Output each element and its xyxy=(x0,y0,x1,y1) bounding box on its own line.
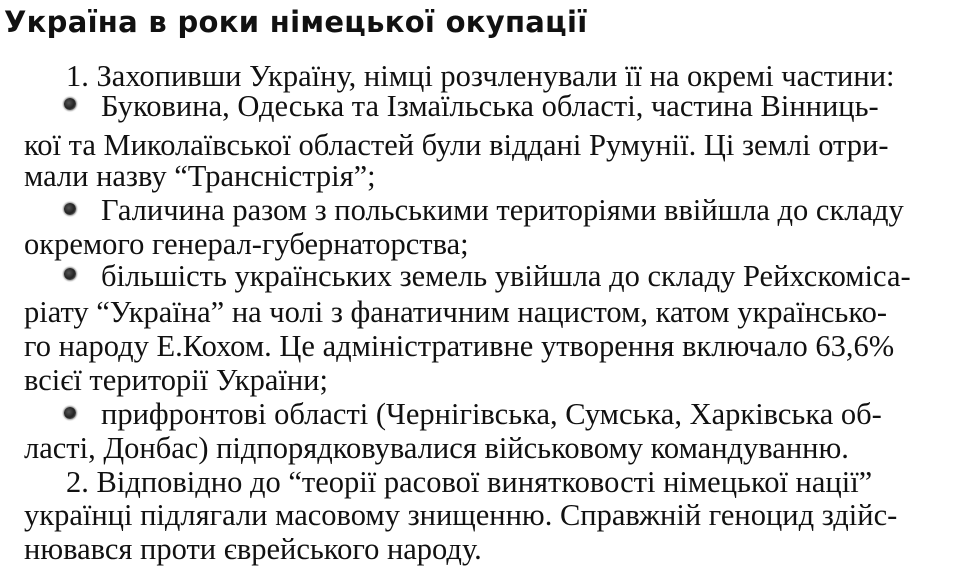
paragraph-line: мали назву “Трансністрія”; xyxy=(24,159,376,193)
paragraph-line: Буковина, Одеська та Ізмаїльська області, частина Вінниць- xyxy=(101,89,879,123)
paragraph-line: кої та Миколаївської областей були віддані Румунії. Ці землі отри- xyxy=(24,128,889,162)
page-title: Україна в роки німецької окупації xyxy=(4,5,588,39)
paragraph-line: го народу Е.Кохом. Це адміністративне утворення включало 63,6% xyxy=(24,329,895,363)
bullet-icon xyxy=(64,203,76,215)
paragraph-line: 2. Відповідно до “теорії расової винятковості німецької нації” xyxy=(66,465,873,499)
bullet-icon xyxy=(64,98,76,110)
paragraph-line: більшість українських земель увійшла до складу Рейхскоміса- xyxy=(101,259,911,293)
paragraph-line: українці підлягали масовому знищенню. Справжній геноцид здійс- xyxy=(24,498,898,532)
paragraph-line: окремого генерал-губернаторства; xyxy=(24,227,469,261)
bullet-icon xyxy=(64,407,76,419)
paragraph-line: 1. Захопивши Україну, німці розчленували її на окремі частини: xyxy=(66,59,895,93)
paragraph-line: ласті, Донбас) підпорядковувалися військовому командуванню. xyxy=(24,431,849,465)
paragraph-line: нювався проти єврейського народу. xyxy=(24,532,482,566)
paragraph-line: Галичина разом з польськими територіями ввійшла до складу xyxy=(101,193,904,227)
paragraph-line: ріату “Україна” на чолі з фанатичним нацистом, катом українсько- xyxy=(24,295,888,329)
bullet-icon xyxy=(64,268,76,280)
paragraph-line: всієї території України; xyxy=(24,363,328,397)
paragraph-line: прифронтові області (Чернігівська, Сумська, Харківська об- xyxy=(101,397,882,431)
